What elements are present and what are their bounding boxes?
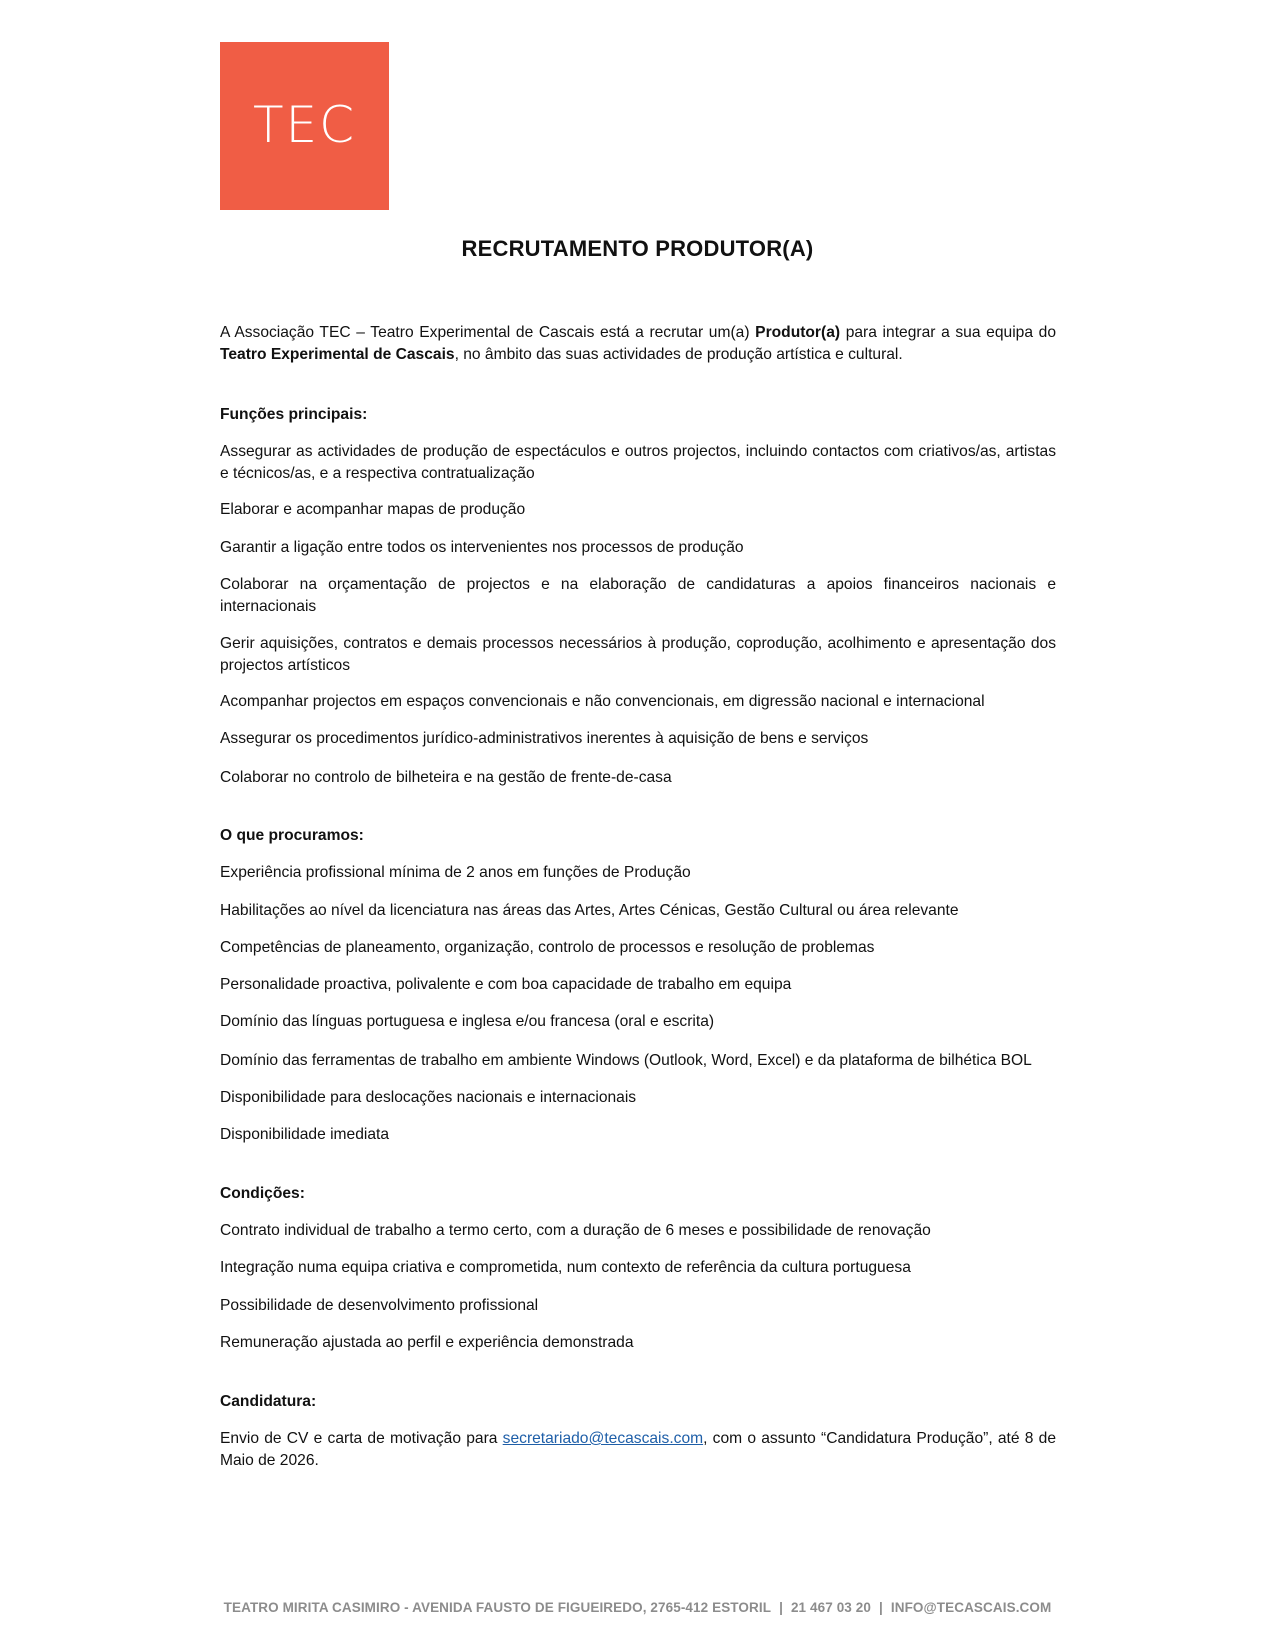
- list-item: Domínio das línguas portuguesa e inglesa e/ou francesa (oral e escrita): [220, 1013, 715, 1030]
- list-item: Remuneração ajustada ao perfil e experiência demonstrada: [220, 1334, 634, 1351]
- intro-text: para integrar a sua equipa do: [840, 324, 1056, 341]
- footer-email: INFO@TECASCAIS.COM: [890, 1600, 1052, 1615]
- footer-address: TEATRO MIRITA CASIMIRO - AVENIDA FAUSTO DE FIGUEIREDO, 2765-412 ESTORIL: [223, 1600, 772, 1615]
- intro-org: Teatro Experimental de Cascais: [220, 346, 455, 363]
- footer-phone: 21 467 03 20: [790, 1600, 871, 1615]
- footer-separator: |: [878, 1600, 883, 1615]
- list-item: Garantir a ligação entre todos os intervenientes nos processos de produção: [220, 539, 744, 556]
- list-item: Gerir aquisições, contratos e demais processos necessários à produção, coprodução, acolhimento e apresentação dos projectos artísticos: [220, 635, 1056, 674]
- tec-logo: [220, 42, 389, 210]
- footer: [0, 1600, 1275, 1615]
- candidatura-paragraph: [220, 1428, 1056, 1472]
- list-item: Personalidade proactiva, polivalente e com boa capacidade de trabalho em equipa: [220, 976, 792, 993]
- list-item: Possibilidade de desenvolvimento profissional: [220, 1297, 539, 1314]
- heading-funcoes: Funções principais:: [220, 406, 368, 423]
- list-item: Habilitações ao nível da licenciatura nas áreas das Artes, Artes Cénicas, Gestão Cultural ou área relevante: [220, 902, 959, 919]
- list-item: Acompanhar projectos em espaços convencionais e não convencionais, em digressão nacional e internacional: [220, 693, 985, 710]
- list-item: Domínio das ferramentas de trabalho em ambiente Windows (Outlook, Word, Excel) e da plataforma de bilhética BOL: [220, 1052, 1032, 1069]
- list-item: Experiência profissional mínima de 2 anos em funções de Produção: [220, 864, 691, 881]
- intro-text: , no âmbito das suas actividades de produção artística e cultural.: [454, 346, 903, 363]
- list-item: Disponibilidade imediata: [220, 1126, 390, 1143]
- footer-separator: |: [779, 1600, 783, 1615]
- email-link[interactable]: secretariado@tecascais.com: [502, 1430, 704, 1447]
- intro-paragraph: [220, 322, 1056, 366]
- list-item: Contrato individual de trabalho a termo certo, com a duração de 6 meses e possibilidade de renovação: [220, 1222, 931, 1239]
- list-item: Integração numa equipa criativa e comprometida, num contexto de referência da cultura portuguesa: [220, 1259, 911, 1276]
- list-item: Assegurar os procedimentos jurídico-administrativos inerentes à aquisição de bens e serviços: [220, 730, 869, 747]
- list-item: Elaborar e acompanhar mapas de produção: [220, 501, 526, 518]
- list-item: Competências de planeamento, organização, controlo de processos e resolução de problemas: [220, 939, 875, 956]
- heading-procuramos: O que procuramos:: [220, 827, 364, 844]
- list-item: Colaborar no controlo de bilheteira e na gestão de frente-de-casa: [220, 769, 672, 786]
- candidatura-text: Envio de CV e carta de motivação para: [220, 1430, 503, 1447]
- page-title: RECRUTAMENTO PRODUTOR(A): [461, 236, 814, 261]
- intro-text: A Associação TEC – Teatro Experimental de Cascais está a recrutar um(a): [220, 324, 756, 341]
- heading-candidatura: Candidatura:: [220, 1393, 317, 1410]
- candidatura-text: , com o assunto “Candidatura Produção”, até 8 de Maio de 2026.: [220, 1430, 1056, 1469]
- list-item: Assegurar as actividades de produção de espectáculos e outros projectos, incluindo contactos com criativos/as, artistas e técnicos/as, e a respectiva contratualização: [220, 443, 1056, 482]
- logo-text: TEC: [252, 96, 357, 154]
- list-item: Disponibilidade para deslocações nacionais e internacionais: [220, 1089, 637, 1106]
- heading-condicoes: Condições:: [220, 1185, 305, 1202]
- intro-role: Produtor(a): [755, 324, 841, 341]
- list-item: Colaborar na orçamentação de projectos e na elaboração de candidaturas a apoios financeiros nacionais e internacionais: [220, 576, 1056, 615]
